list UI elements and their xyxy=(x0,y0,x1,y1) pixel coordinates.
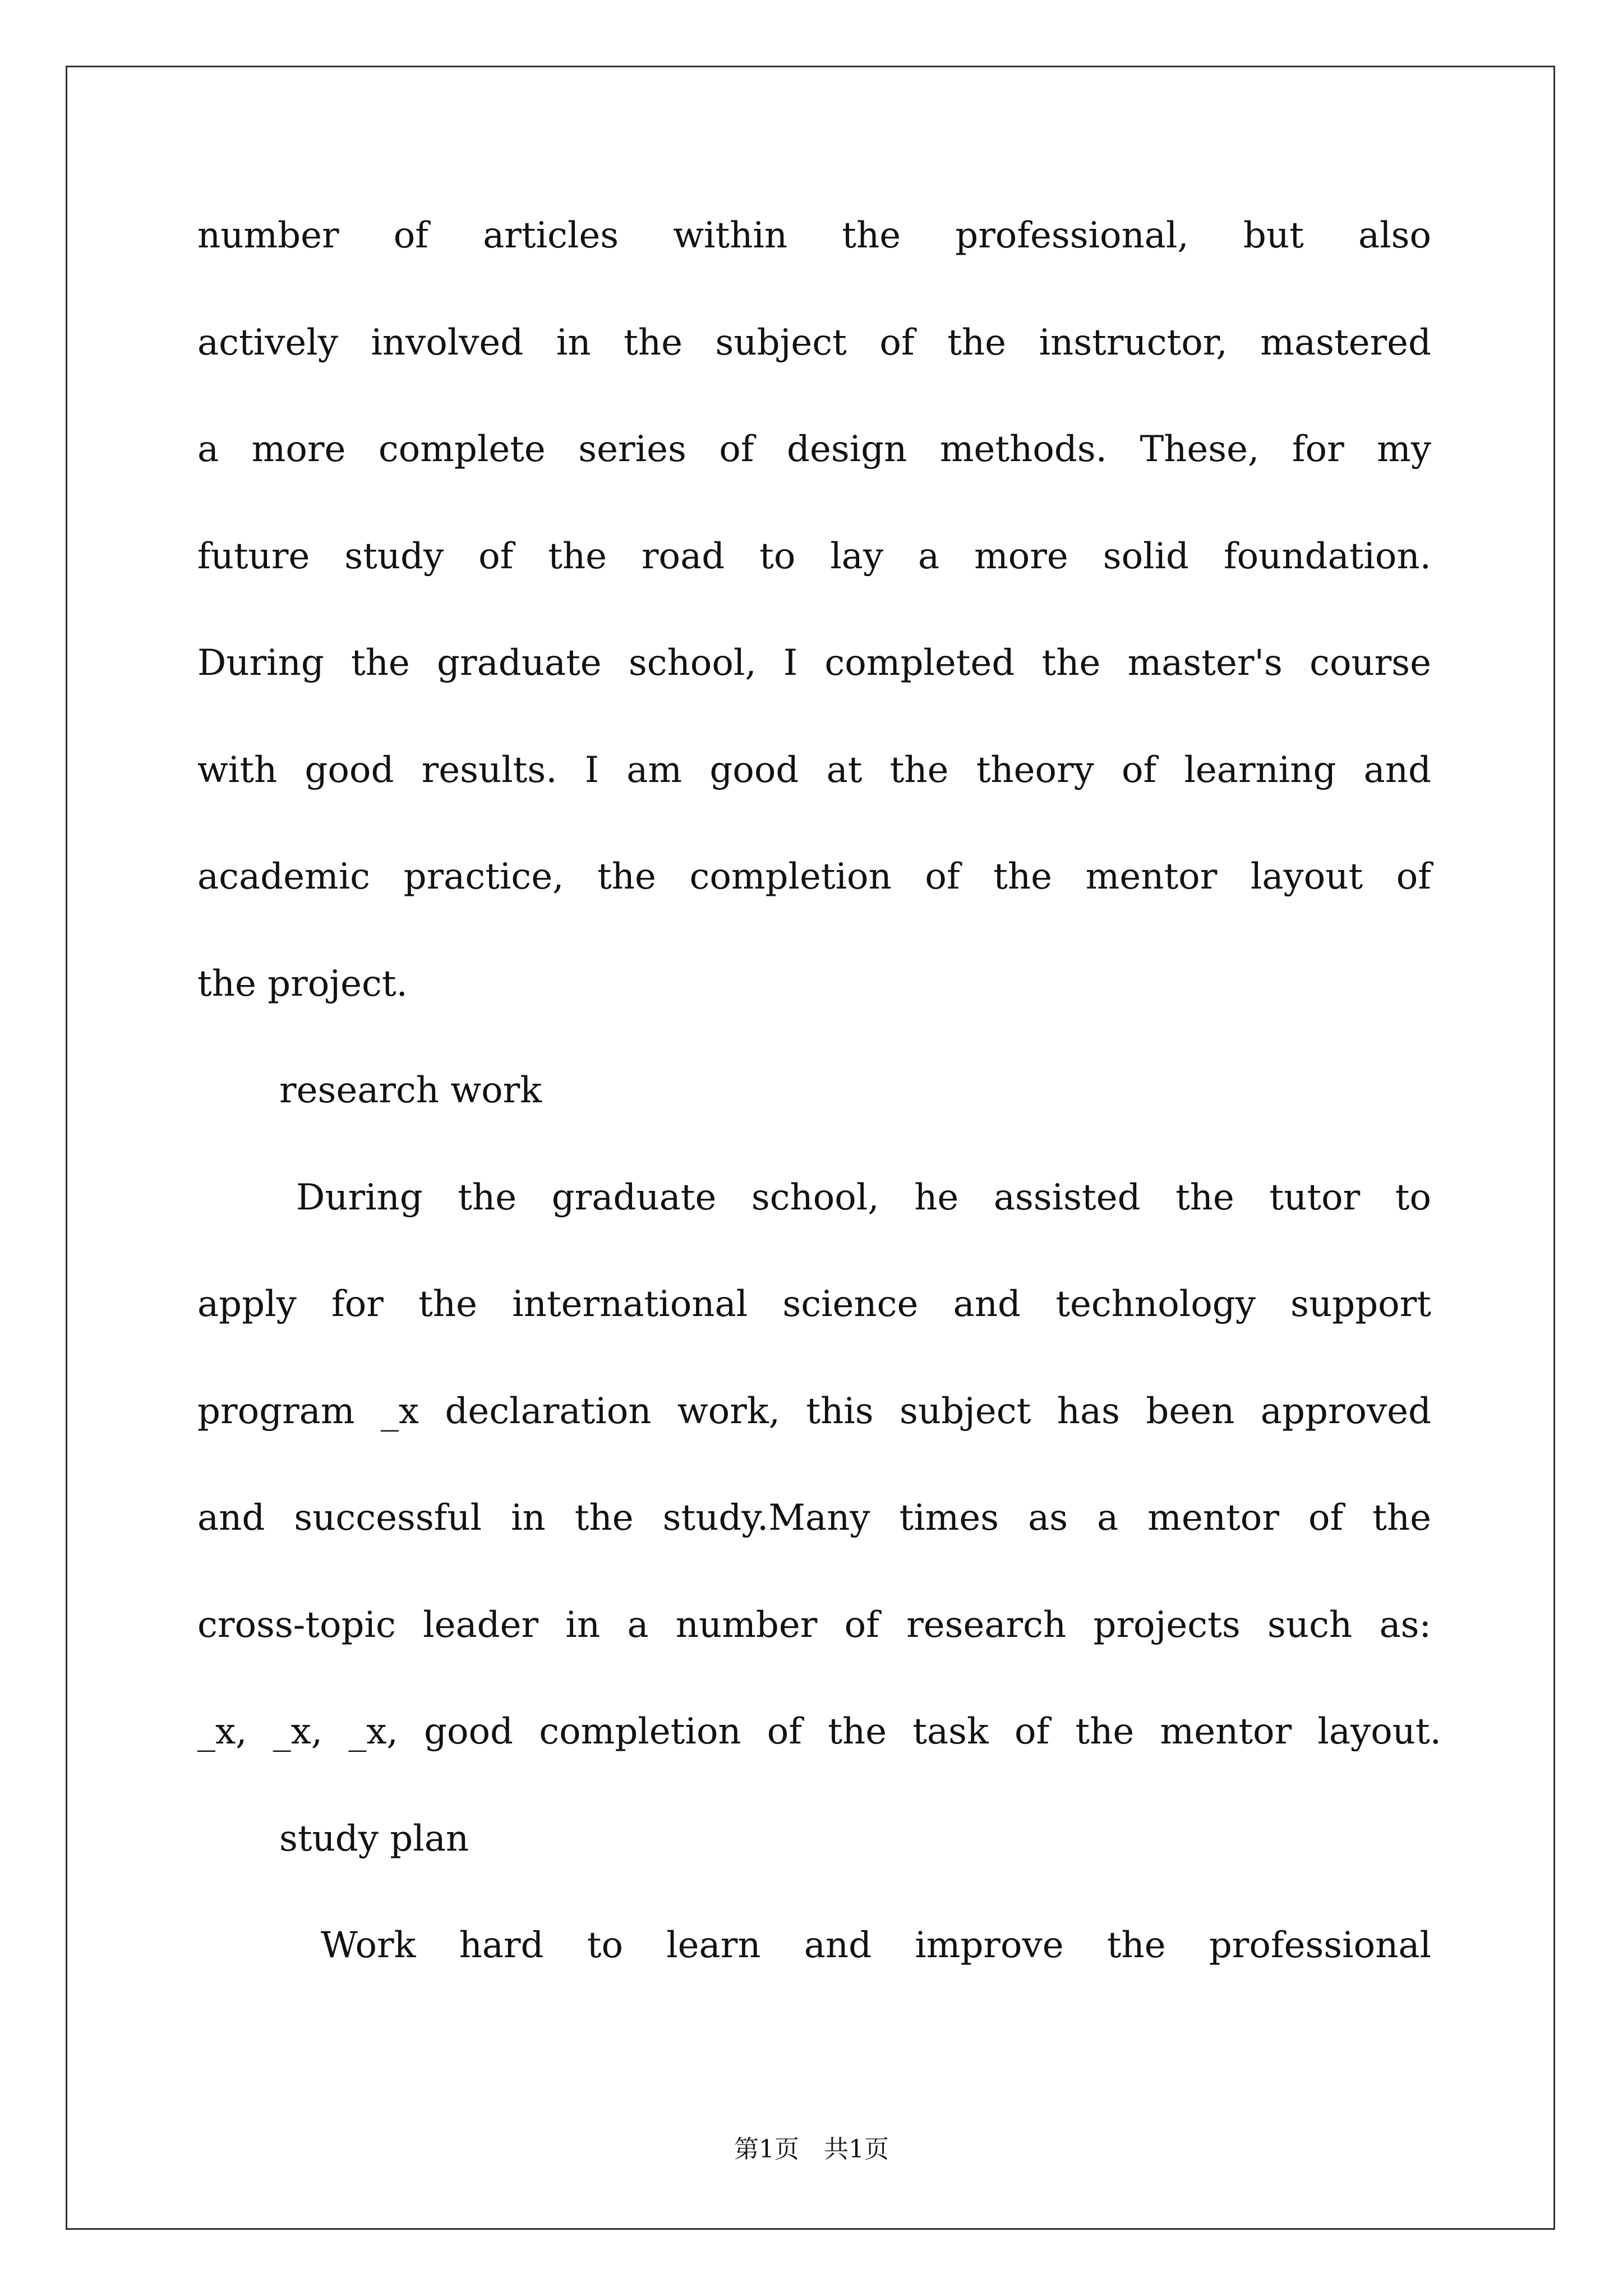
body-line: a more complete series of design methods. These, for my xyxy=(197,429,1431,470)
body-line: Work hard to learn and improve the professional xyxy=(321,1925,1431,1966)
page-border xyxy=(66,66,1555,2230)
body-line: number of articles within the professional, but also xyxy=(197,215,1431,256)
body-line: the project. xyxy=(197,963,408,1005)
body-line: and successful in the study.Many times as a mentor of the xyxy=(197,1497,1431,1539)
body-line: program _x declaration work, this subject has been approved xyxy=(197,1391,1431,1432)
body-line: with good results. I am good at the theory of learning and xyxy=(197,749,1431,791)
section-heading-research-work: research work xyxy=(279,1070,542,1111)
body-line: apply for the international science and technology support xyxy=(197,1283,1431,1325)
body-line: _x, _x, _x, good completion of the task of the mentor layout. xyxy=(197,1711,1441,1752)
body-line: During the graduate school, I completed the master's course xyxy=(197,642,1431,684)
page-number-footer: 第1页 共1页 xyxy=(734,2135,889,2164)
body-line: cross-topic leader in a number of research projects such as: xyxy=(197,1604,1431,1646)
body-line: academic practice, the completion of the mentor layout of xyxy=(197,856,1431,898)
section-heading-study-plan: study plan xyxy=(279,1818,469,1860)
body-line: actively involved in the subject of the instructor, mastered xyxy=(197,322,1431,364)
body-line: During the graduate school, he assisted the tutor to xyxy=(296,1177,1431,1218)
body-line: future study of the road to lay a more solid foundation. xyxy=(197,536,1431,577)
